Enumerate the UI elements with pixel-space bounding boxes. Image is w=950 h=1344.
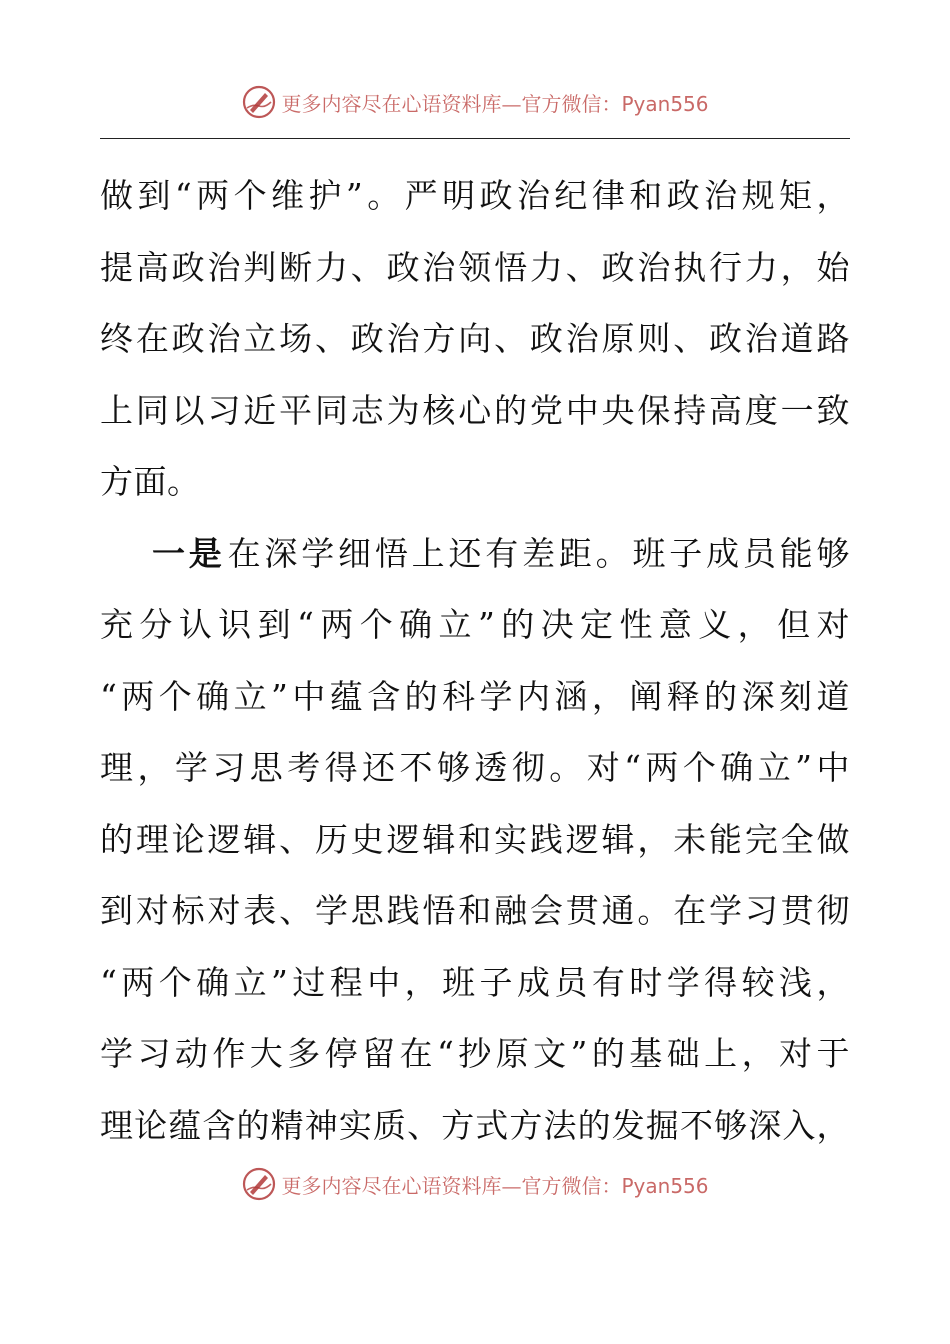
text-line: “两个确立”中蕴含的科学内涵，阐释的深刻道 [100,676,850,716]
text-line: 理论蕴含的精神实质、方式方法的发掘不够深入， [100,1105,850,1145]
text-line: 学习动作大多停留在“抄原文”的基础上，对于 [100,1034,850,1073]
text-line: 终在政治立场、政治方向、政治原则、政治道路 [100,319,850,358]
watermark-wechat-id: Pyan556 [621,1173,709,1198]
text-line: “两个确立”过程中，班子成员有时学得较浅， [100,962,850,1002]
watermark-site-text: 更多内容尽在心语资料库 [281,91,502,116]
watermark-text [281,1170,708,1199]
text-line: 做到“两个维护”。严明政治纪律和政治规矩， [100,176,850,215]
text-line: 到对标对表、学思践悟和融会贯通。在学习贯彻 [100,891,850,930]
pen-circle-logo-icon [241,1166,277,1202]
header-divider [100,138,850,139]
watermark-wechat-label: 官方微信： [521,91,622,116]
text-line: 理，学习思考得还不够透彻。对“两个确立”中 [100,748,850,787]
text-line: 充分认识到“两个确立”的决定性意义，但对 [100,605,850,644]
text-line: 提高政治判断力、政治领悟力、政治执行力，始 [100,247,850,287]
text-line: 方面。 [100,462,201,501]
text-line: 上同以习近平同志为核心的党中央保持高度一致 [100,390,850,430]
first-line-rest: 在深学细悟上还有差距。班子成员能够 [227,533,851,573]
document-body [100,160,850,1161]
watermark-text [281,88,708,117]
text-line-first [100,518,850,590]
watermark-site-text: 更多内容尽在心语资料库 [281,1173,502,1198]
watermark-dash: — [501,91,522,116]
paragraph-2 [100,518,850,1162]
paragraph-lead-bold: 一是 [152,533,226,573]
watermark-wechat-label: 官方微信： [521,1173,622,1198]
header-watermark [0,80,950,124]
pen-circle-logo-icon [241,84,277,120]
watermark-dash: — [501,1173,522,1198]
text-line: 的理论逻辑、历史逻辑和实践逻辑，未能完全做 [100,819,850,859]
footer-watermark [0,1162,950,1206]
paragraph-1 [100,160,850,518]
watermark-wechat-id: Pyan556 [621,91,709,116]
